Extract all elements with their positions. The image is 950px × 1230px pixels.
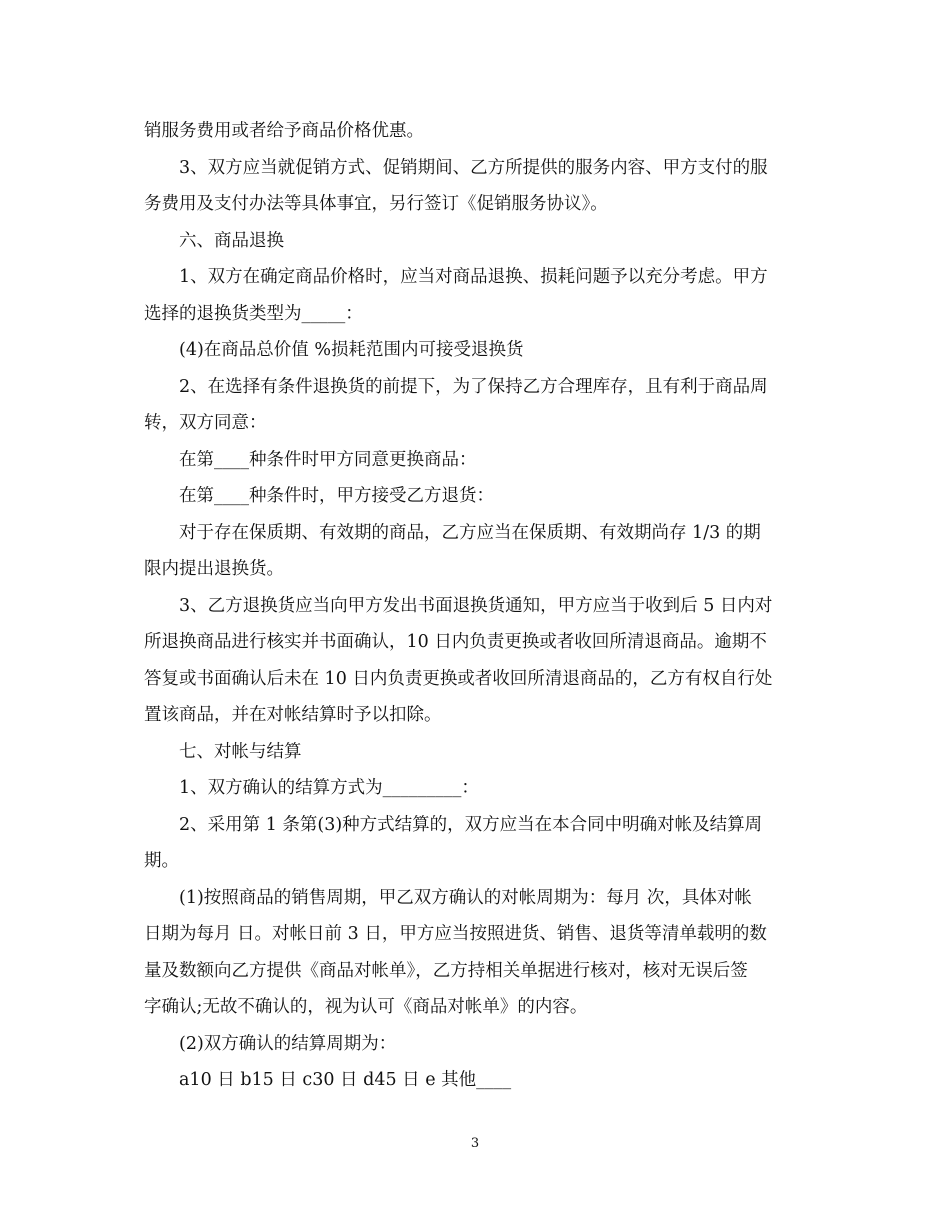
text-line: 量及数额向乙方提供《商品对帐单》，乙方持相关单据进行核对，核对无误后签 — [144, 960, 748, 981]
text-line: 所退换商品进行核实并书面确认，10 日内负责更换或者收回所清退商品。逾期不 — [144, 632, 767, 652]
section-heading: 七、对帐与结算 — [179, 741, 302, 762]
text-line: 1、双方在确定商品价格时，应当对商品退换、损耗问题予以充分考虑。甲方 — [179, 267, 768, 287]
text-line: 销服务费用或者给予商品价格优惠。 — [144, 121, 424, 141]
text-line: (4)在商品总价值 %损耗范围内可接受退换货 — [179, 340, 524, 360]
document-body — [144, 113, 808, 1099]
text-line: 答复或书面确认后未在 10 日内负责更换或者收回所清退商品的，乙方有权自行处 — [144, 668, 773, 689]
text-line: 对于存在保质期、有效期的商品，乙方应当在保质期、有效期尚存 1/3 的期 — [179, 522, 761, 543]
page-number: 3 — [470, 1136, 480, 1151]
text-line: 在第____种条件时甲方同意更换商品： — [179, 449, 477, 470]
text-line: 2、采用第 1 条第(3)种方式结算的，双方应当在本合同中明确对帐及结算周 — [179, 814, 763, 835]
text-line: 在第____种条件时，甲方接受乙方退货： — [179, 486, 494, 506]
text-line: 期。 — [144, 851, 179, 871]
text-line: (1)按照商品的销售周期，甲乙双方确认的对帐周期为：每月 次，具体对帐 — [179, 887, 752, 908]
text-line: 务费用及支付办法等具体事宜，另行签订《促销服务协议》。 — [144, 194, 608, 214]
text-line: 3、双方应当就促销方式、促销期间、乙方所提供的服务内容、甲方支付的服 — [179, 157, 768, 178]
text-line: (2)双方确认的结算周期为： — [179, 1033, 397, 1054]
text-line: 字确认;无故不确认的，视为认可《商品对帐单》的内容。 — [144, 997, 588, 1017]
text-line: 1、双方确认的结算方式为_________： — [179, 778, 479, 798]
text-line: 3、乙方退换货应当向甲方发出书面退换货通知，甲方应当于收到后 5 日内对 — [179, 595, 773, 616]
text-line: 2、在选择有条件退换货的前提下，为了保持乙方合理库存，且有利于商品周 — [179, 376, 768, 397]
text-line: 转，双方同意： — [144, 413, 267, 433]
text-line: 置该商品，并在对帐结算时予以扣除。 — [144, 705, 442, 725]
section-heading: 六、商品退换 — [179, 230, 284, 251]
text-line: 限内提出退换货。 — [144, 559, 284, 579]
text-line: 选择的退换货类型为_____： — [144, 303, 363, 324]
text-line: a10 日 b15 日 c30 日 d45 日 e 其他____ — [179, 1070, 512, 1090]
text-line: 日期为每月 日。对帐日前 3 日，甲方应当按照进货、销售、退货等清单载明的数 — [144, 924, 767, 944]
